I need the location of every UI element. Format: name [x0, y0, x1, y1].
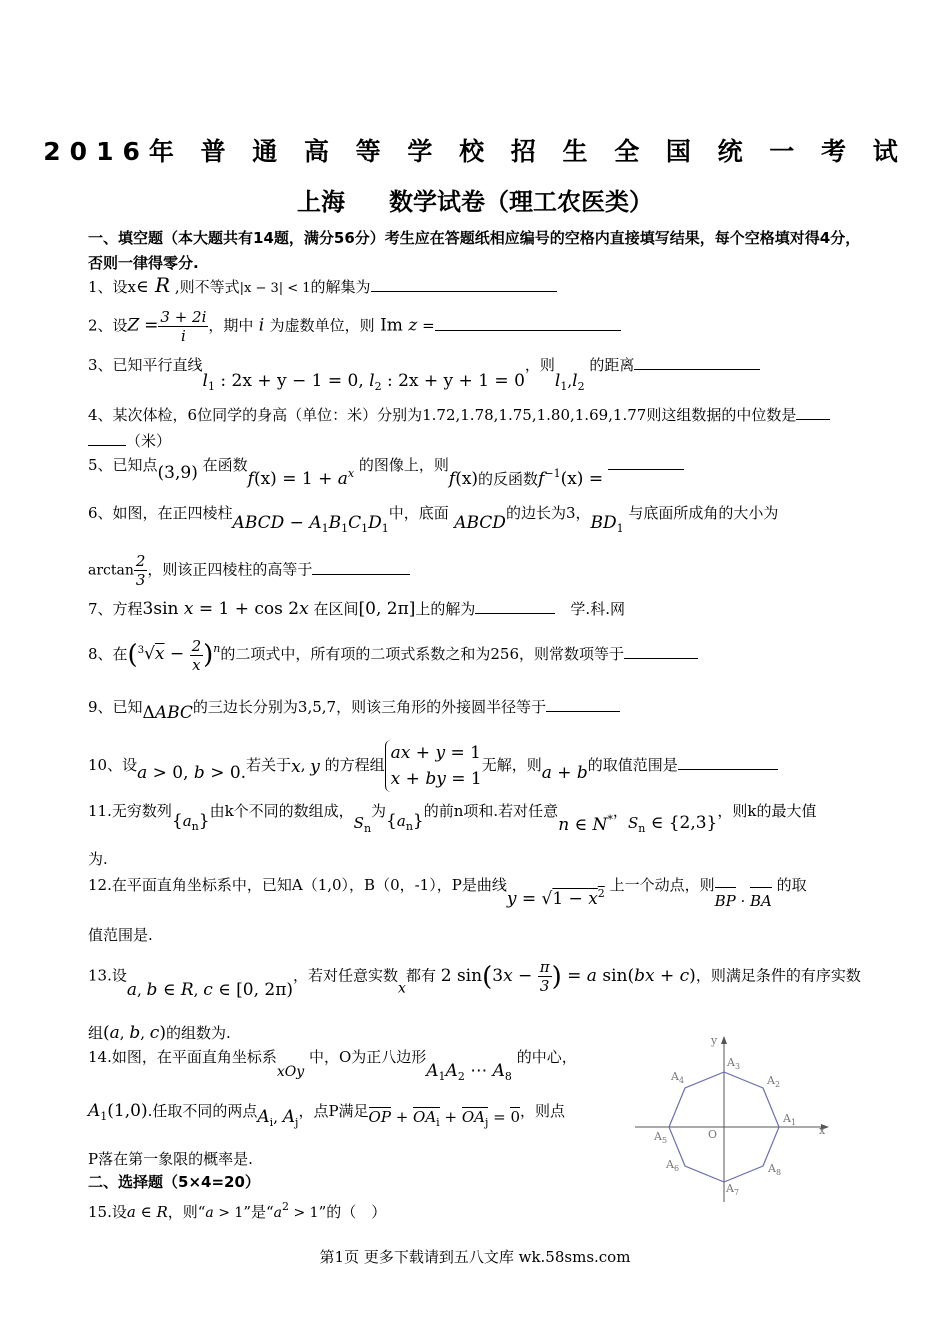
- question-6: 6、如图，在正四棱柱ABCD − $A_1B_1C_1D_1$中，底面 ABCD的边长为3，$BD_1$ 与底面所成角的大小为: [88, 504, 779, 535]
- q13-text-e: 组: [88, 1024, 104, 1042]
- q1-text-a: 1、设x: [88, 278, 137, 296]
- q11-text-f: ，则k的最大值: [717, 802, 817, 820]
- q6-text-e: ，则该正四棱柱的高等于: [147, 560, 313, 579]
- q7-watermark: 学.科.网: [570, 600, 625, 618]
- q3-text-b: ，则: [524, 356, 555, 374]
- question-8: 8、在($^3$√x − $\frac{2}{x}$ )$^n$的二项式中，所有项的二项式系数之和为256，则常数项等于: [88, 636, 698, 674]
- question-13-cont: 组(a, b, c)的组数为.: [88, 1023, 231, 1043]
- q15-text-a: 15.设: [88, 1203, 127, 1221]
- answer-blank[interactable]: [546, 696, 620, 712]
- q6-text-a: 6、如图，在正四棱柱: [88, 504, 233, 522]
- q9-text-b: 的三边长分别为3,5,7，则该三角形的外接圆半径等于: [192, 698, 547, 716]
- question-6-cont: arctan $\frac{2}{3}$ ，则该正四棱柱的高等于: [88, 552, 410, 589]
- q15-text-d: ”的（ ）: [318, 1203, 387, 1221]
- q12-text-c: 的取: [776, 876, 807, 894]
- q15-text-b: ，则“: [167, 1203, 206, 1221]
- q14-text-c: 的中心，: [516, 1048, 577, 1066]
- q3-text-c: 的距离: [589, 356, 635, 374]
- q10-text-d: 无解，则: [481, 756, 542, 774]
- vertex-label-a1: $A_1$: [783, 1112, 797, 1127]
- q11-text-c: 为: [371, 802, 387, 820]
- answer-blank[interactable]: [678, 754, 778, 770]
- q11-text-b: 由k个不同的数组成，: [209, 802, 354, 820]
- q6-text-b: 中，底面: [388, 504, 449, 522]
- subtitle-paper: 数学试卷（理工农医类）: [389, 188, 653, 216]
- q6-text-c: 的边长为3，: [505, 504, 591, 522]
- q14-text-d: .任取不同的两点: [147, 1102, 258, 1120]
- q5-text-a: 5、已知点: [88, 456, 158, 474]
- q7-text-a: 7、方程: [88, 600, 143, 618]
- q12-text-a: 12.在平面直角坐标系中，已知A（1,0），B（0，-1），P是曲线: [88, 876, 507, 894]
- question-2: 2、设Z = $\frac{3 + 2i}{i}$ ，期中 i 为虚数单位，则 Im z =: [88, 308, 621, 345]
- answer-blank[interactable]: [634, 354, 760, 370]
- answer-blank[interactable]: [371, 276, 557, 292]
- q13-text-f: 的组数为.: [165, 1024, 231, 1042]
- answer-blank[interactable]: [312, 559, 410, 575]
- q2-text-d: =: [422, 316, 435, 335]
- answer-blank[interactable]: [88, 430, 126, 446]
- page-footer: 第1页 更多下载请到五八文库 wk.58sms.com: [319, 1248, 631, 1266]
- question-11-cont: 为.: [88, 850, 108, 868]
- q13-text-a: 13.设: [88, 966, 127, 985]
- q10-text-c: 的方程组: [324, 756, 385, 774]
- exam-title: 2016年 普 通 高 等 学 校 招 生 全 国 统 一 考 试: [43, 137, 907, 166]
- q1-text-c: 的解集为: [310, 278, 371, 296]
- q8-text-a: 8、在: [88, 644, 128, 663]
- answer-blank[interactable]: [796, 404, 830, 420]
- q12-text-b: 上一个动点，则: [609, 876, 715, 894]
- question-3: 3、已知平行直线$l_1$ : 2x + y − 1 = 0, $l_2$ : 2x + y + 1 = 0，则$l_1,l_2$ 的距离: [88, 352, 760, 400]
- vertex-label-a3: $A_3$: [727, 1056, 741, 1071]
- question-7: 7、方程3sin x = 1 + cos 2x 在区间[0, 2π]上的解为 学.科.网: [88, 599, 625, 619]
- q7-text-b: 在区间: [313, 600, 359, 618]
- q13-text-c: 都有: [405, 966, 436, 985]
- vertex-label-a5: $A_5$: [654, 1130, 668, 1145]
- question-14-cont: $A_1(1,0)$.任取不同的两点$A_i$, $A_j$，点P满足OP + $OA_i + OA_j = 0$，则点: [88, 1101, 566, 1129]
- q2-text-a: 2、设: [88, 316, 128, 335]
- q11-text-e: ，: [612, 802, 628, 820]
- vertex-label-a7: $A_7$: [726, 1182, 740, 1197]
- q10-text-e: 的取值范围是: [587, 756, 678, 774]
- question-15: 15.设a ∈ R，则“a > 1”是“$a^2 > 1$”的（ ）: [88, 1200, 387, 1221]
- q4-text-b: （米）: [126, 432, 172, 450]
- question-9: 9、已知ΔABC的三边长分别为3,5,7，则该三角形的外接圆半径等于: [88, 694, 620, 726]
- question-5: 5、已知点(3,9) 在函数$f(x) = 1 + a^x$ 的图像上，则f(x)的反函数$f^{-1}(x)$ =: [88, 452, 684, 492]
- q14-text-b: 中，O为正八边形: [308, 1048, 427, 1066]
- q13-text-d: ，则满足条件的有序实数: [695, 966, 861, 985]
- question-4: [88, 402, 868, 454]
- q7-text-c: 上的解为: [415, 600, 476, 618]
- y-axis-label: y: [711, 1034, 718, 1047]
- q5-text-b: 在函数: [202, 456, 248, 474]
- q6-text-d: 与底面所成角的大小为: [628, 504, 779, 522]
- q8-text-b: 的二项式中，所有项的二项式系数之和为256，则常数项等于: [220, 644, 625, 663]
- subtitle-region: 上海: [297, 188, 345, 216]
- q5-text-d: 的反函数: [478, 470, 539, 488]
- q11-text-a: 11.无穷数列: [88, 802, 172, 820]
- q9-text-a: 9、已知: [88, 698, 143, 716]
- section-choice-header: 二、选择题（5×4=20）: [88, 1173, 260, 1191]
- vertex-label-a4: $A_4$: [671, 1070, 685, 1085]
- answer-blank[interactable]: [435, 315, 621, 331]
- q11-text-d: 的前n项和.若对任意: [423, 802, 559, 820]
- section-fill-in-header: 一、填空题（本大题共有14题，满分56分）考生应在答题纸相应编号的空格内直接填写结果，每个空格填对得4分，否则一律得零分.: [88, 229, 861, 272]
- q15-text-c: ”是“: [243, 1203, 274, 1221]
- answer-blank[interactable]: [475, 598, 555, 614]
- question-1: 1、设x∈ R ,则不等式|x − 3| < 1的解集为: [88, 272, 557, 302]
- question-11: 11.无穷数列$\{a_n\}$由k个不同的数组成，$S_n$为$\{a_n\}$的前n项和.若对任意n ∈ N*，$S_n$ ∈ {2,3}，则k的最大值: [88, 802, 817, 835]
- vertex-label-a2: $A_2$: [767, 1074, 781, 1089]
- question-13: 13.设a, b ∈ R, c ∈ [0, 2π)，若对任意实数x都有 2 sin(3x − $\frac{\pi}{3}$ ) = a sin(bx + c)，则满足条件的有序实数: [88, 958, 861, 1000]
- q14-text-a: 14.如图，在平面直角坐标系: [88, 1048, 277, 1066]
- q14-text-e: ，点P满足: [298, 1102, 369, 1120]
- question-10: 10、设a > 0, b > 0.若关于x, y 的方程组ax + y = 1 x + by = 1无解，则a + b的取值范围是: [88, 740, 778, 792]
- q2-text-b: ，期中: [208, 316, 254, 335]
- q10-text-b: 若关于: [246, 756, 292, 774]
- q5-text-c: 的图像上，则: [358, 456, 449, 474]
- q13-text-b: ，若对任意实数: [293, 966, 399, 985]
- q14-text-f: ，则点: [520, 1102, 566, 1120]
- vertex-label-a8: $A_8$: [768, 1162, 782, 1177]
- x-axis-label: x: [819, 1124, 826, 1137]
- answer-blank[interactable]: [624, 643, 698, 659]
- exam-subtitle: [0, 182, 950, 217]
- q1-text-b: ,则不等式: [174, 278, 240, 296]
- q2-text-c: 为虚数单位，则: [269, 316, 375, 335]
- question-14-cont2: P落在第一象限的概率是.: [88, 1150, 253, 1168]
- question-12-cont: 值范围是.: [88, 926, 153, 944]
- q10-text-a: 10、设: [88, 756, 138, 774]
- question-12: 12.在平面直角坐标系中，已知A（1,0），B（0，-1），P是曲线$y = √1 - x^2$ 上一个动点，则BP · BA 的取: [88, 872, 807, 914]
- q4-text-a: 4、某次体检，6位同学的身高（单位：米）分别为1.72,1.78,1.75,1.80,1.69,1.77则这组数据的中位数是: [88, 406, 797, 424]
- origin-label: O: [708, 1128, 718, 1141]
- answer-blank[interactable]: [608, 454, 684, 470]
- question-14: 14.如图，在平面直角坐标系xOy 中，O为正八边形$A_1A_2$ ⋯ $A_8$ 的中心，: [88, 1048, 577, 1083]
- vertex-label-a6: $A_6$: [666, 1158, 680, 1173]
- y-axis-arrow: [721, 1036, 727, 1044]
- q3-text-a: 3、已知平行直线: [88, 356, 203, 374]
